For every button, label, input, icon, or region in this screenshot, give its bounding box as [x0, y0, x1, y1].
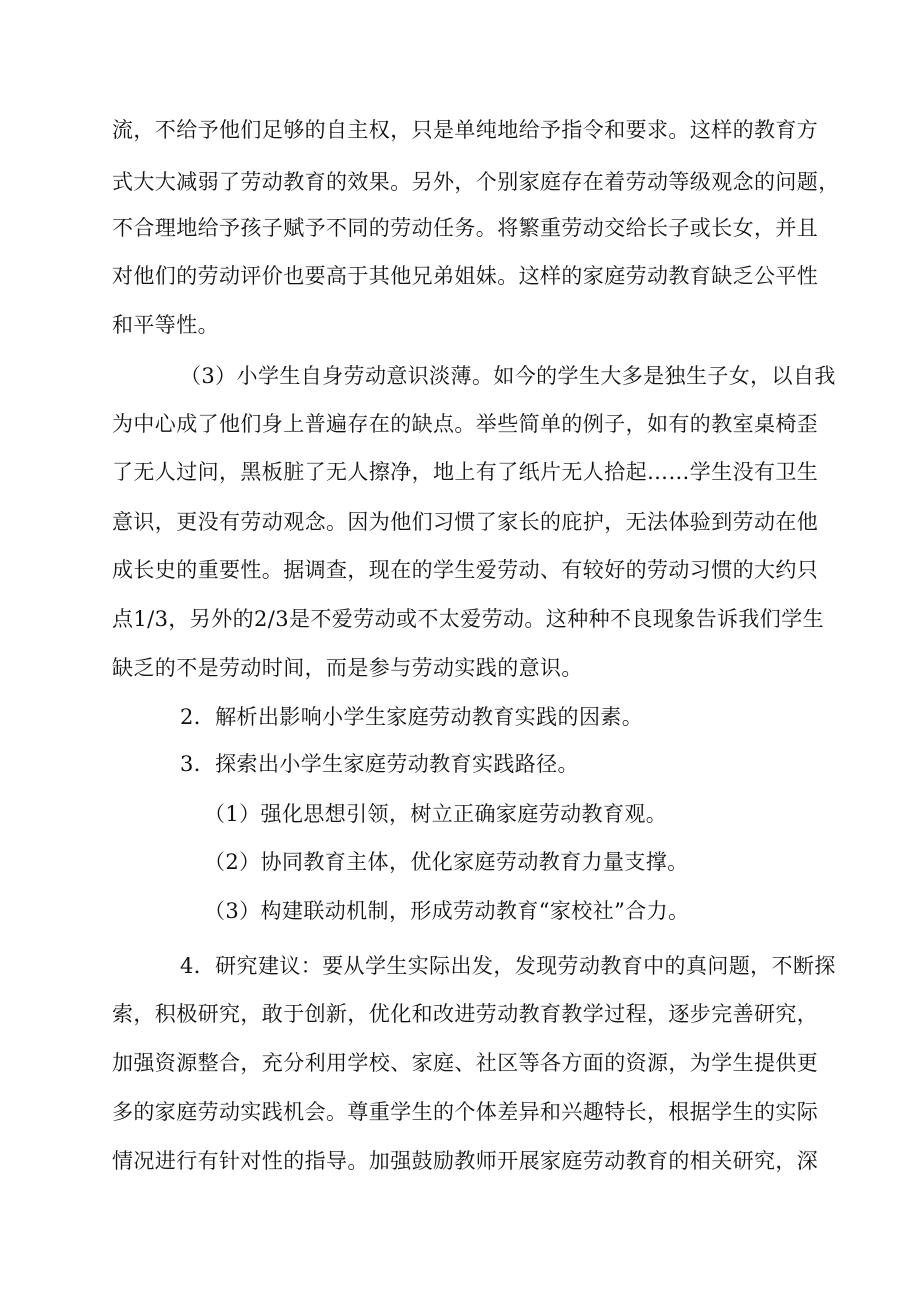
list-item-3: 3．探索出小学生家庭劳动教育实践路径。 — [180, 752, 579, 776]
sub-item-3: （3）构建联动机制，形成劳动教育“家校社”合力。 — [204, 899, 690, 923]
text-line-11: 点1/3，另外的2/3是不爱劳动或不太爱劳动。这种种不良现象告诉我们学生 — [112, 607, 824, 631]
text-line-1: 流，不给予他们足够的自主权，只是单纯地给予指令和要求。这样的教育方 — [112, 118, 819, 142]
text-line-5: 和平等性。 — [112, 313, 219, 337]
text-line-20: 多的家庭劳动实践机会。尊重学生的个体差异和兴趣特长，根据学生的实际 — [112, 1100, 819, 1124]
list-item-4: 4．研究建议：要从学生实际出发，发现劳动教育中的真问题，不断探 — [180, 954, 836, 978]
text-line-9: 意识，更没有劳动观念。因为他们习惯了家长的庇护，无法体验到劳动在他 — [112, 510, 819, 534]
text-line-18: 索，积极研究，敢于创新，优化和改进劳动教育教学过程，逐步完善研究， — [112, 1002, 819, 1026]
text-line-6: （3）小学生自身劳动意识淡薄。如今的学生大多是独生子女，以自我 — [180, 364, 836, 388]
sub-item-1: （1）强化思想引领，树立正确家庭劳动教育观。 — [204, 802, 668, 826]
text-line-2: 式大大减弱了劳动教育的效果。另外，个别家庭存在着劳动等级观念的问题， — [112, 170, 840, 194]
text-line-19: 加强资源整合，充分利用学校、家庭、社区等各方面的资源，为学生提供更 — [112, 1051, 819, 1075]
text-line-3: 不合理地给予孩子赋予不同的劳动任务。将繁重劳动交给长子或长女，并且 — [112, 216, 819, 240]
text-line-8: 了无人过问，黑板脏了无人擦净，地上有了纸片无人拾起……学生没有卫生 — [112, 460, 819, 484]
text-line-10: 成长史的重要性。据调查，现在的学生爱劳动、有较好的劳动习惯的大约只 — [112, 558, 819, 582]
text-line-7: 为中心成了他们身上普遍存在的缺点。举些简单的例子，如有的教室桌椅歪 — [112, 412, 819, 436]
text-line-4: 对他们的劳动评价也要高于其他兄弟姐妹。这样的家庭劳动教育缺乏公平性 — [112, 264, 819, 288]
list-item-2: 2．解析出影响小学生家庭劳动教育实践的因素。 — [180, 705, 644, 729]
text-line-12: 缺乏的不是劳动时间，而是参与劳动实践的意识。 — [112, 656, 583, 680]
sub-item-2: （2）协同教育主体，优化家庭劳动教育力量支撑。 — [204, 850, 689, 874]
text-line-21: 情况进行有针对性的指导。加强鼓励教师开展家庭劳动教育的相关研究，深 — [112, 1149, 819, 1173]
